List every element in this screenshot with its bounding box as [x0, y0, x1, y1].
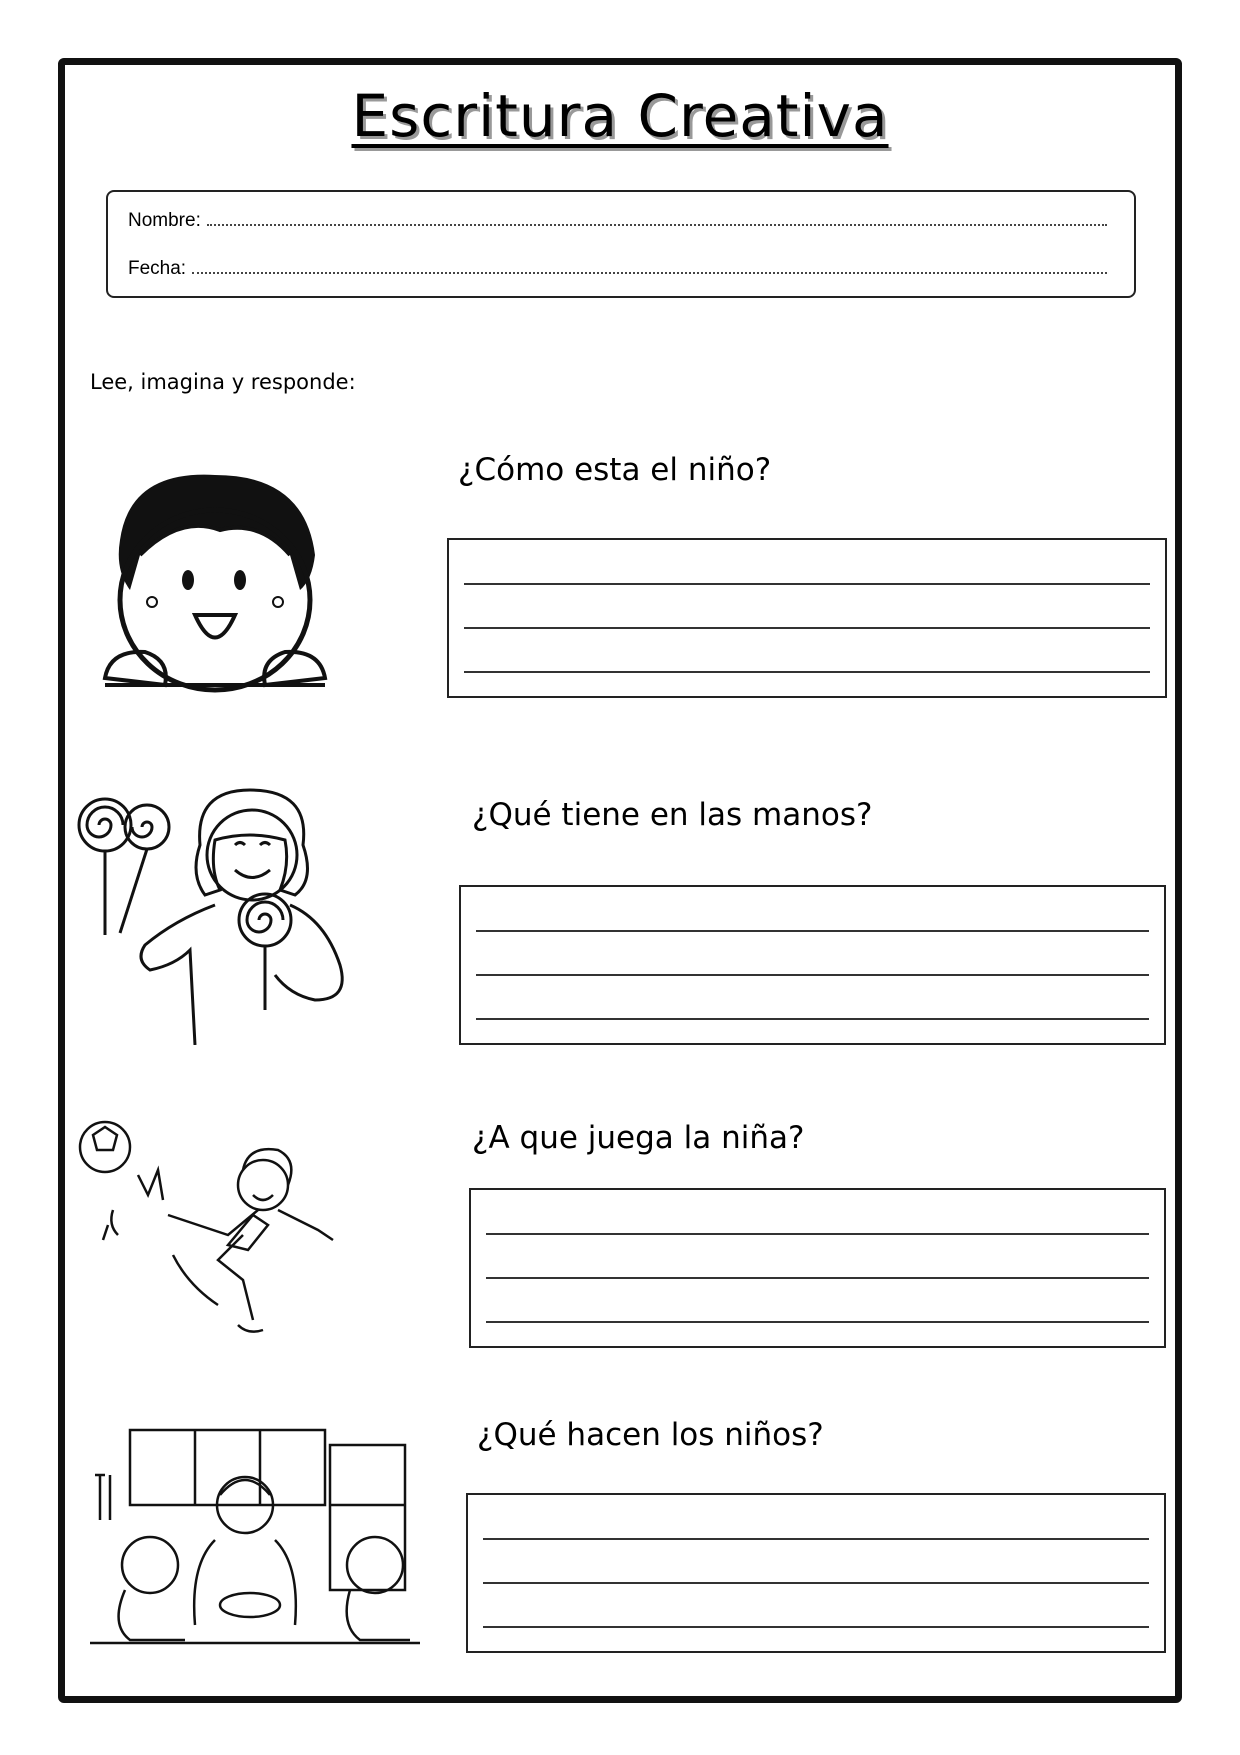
answer-line[interactable]	[464, 671, 1150, 673]
answer-line[interactable]	[486, 1277, 1149, 1279]
girl-kicking-ball-illustration	[78, 1115, 348, 1345]
name-field[interactable]	[128, 210, 1107, 232]
answer-box-4[interactable]	[466, 1493, 1166, 1653]
answer-line[interactable]	[486, 1321, 1149, 1323]
date-dotted-line[interactable]	[192, 271, 1107, 274]
answer-box-3[interactable]	[469, 1188, 1166, 1348]
answer-line[interactable]	[483, 1626, 1149, 1628]
answer-line[interactable]	[483, 1538, 1149, 1540]
name-label: Nombre:	[128, 210, 201, 231]
question-1: ¿Cómo esta el niño?	[458, 452, 772, 488]
answer-line[interactable]	[486, 1233, 1149, 1235]
answer-line[interactable]	[464, 583, 1150, 585]
boy-face-illustration	[100, 460, 330, 705]
date-label: Fecha:	[128, 258, 187, 279]
question-4: ¿Qué hacen los niños?	[477, 1417, 824, 1453]
student-info-box	[106, 190, 1136, 298]
answer-line[interactable]	[476, 930, 1149, 932]
girl-lollipops-illustration	[75, 785, 365, 1045]
answer-line[interactable]	[483, 1582, 1149, 1584]
page-title: Escritura Creativa	[351, 82, 889, 150]
answer-line[interactable]	[476, 1018, 1149, 1020]
answer-line[interactable]	[464, 627, 1150, 629]
instruction-text: Lee, imagina y responde:	[90, 370, 356, 394]
name-dotted-line[interactable]	[207, 223, 1107, 226]
date-field[interactable]	[128, 258, 1107, 280]
answer-box-1[interactable]	[447, 538, 1167, 698]
answer-box-2[interactable]	[459, 885, 1166, 1045]
answer-line[interactable]	[476, 974, 1149, 976]
kitchen-scene-illustration	[90, 1425, 420, 1645]
question-2: ¿Qué tiene en las manos?	[472, 797, 873, 833]
question-3: ¿A que juega la niña?	[472, 1120, 805, 1156]
